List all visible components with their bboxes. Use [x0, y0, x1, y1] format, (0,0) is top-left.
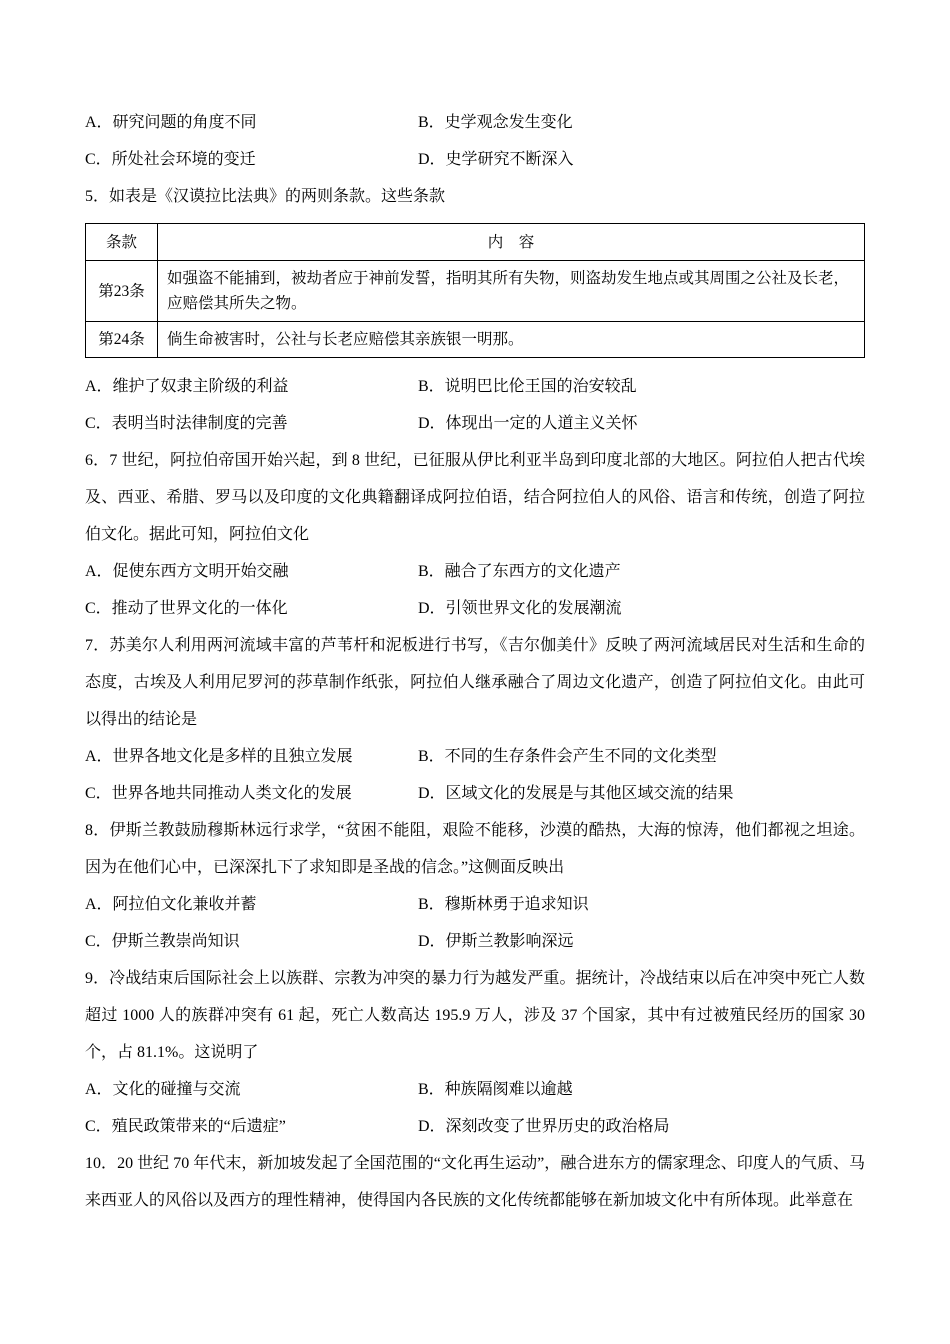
table-row: [86, 261, 865, 322]
option-a: A．文化的碰撞与交流: [85, 1081, 241, 1098]
option-c: C．伊斯兰教崇尚知识: [85, 933, 240, 950]
option-a: A．世界各地文化是多样的且独立发展: [85, 748, 353, 765]
option-row: [85, 1071, 865, 1108]
question-5: [85, 178, 865, 442]
table-row: [86, 322, 865, 358]
option-row: [85, 738, 865, 775]
option-row: [85, 368, 865, 405]
table-cell-clause: 第24条: [86, 322, 158, 358]
table-header-row: [86, 224, 865, 261]
option-a: A．维护了奴隶主阶级的利益: [85, 378, 289, 395]
option-row: [85, 104, 865, 141]
question-stem: 9．冷战结束后国际社会上以族群、宗教为冲突的暴力行为越发严重。据统计，冷战结束以后在冲突中死亡人数超过 1000 人的族群冲突有 61 起，死亡人数高达 195.9 万人，涉及 37 个国家，其中有过被殖民经历的国家 30 个，占 81.1%。这说明了: [85, 970, 865, 1061]
option-b: B．穆斯林勇于追求知识: [418, 896, 589, 913]
question-stem: 8．伊斯兰教鼓励穆斯林远行求学，“贫困不能阻，艰险不能移，沙漠的酷热，大海的惊涛，他们都视之坦途。因为在他们心中，已深深扎下了求知即是圣战的信念。”这侧面反映出: [85, 822, 865, 876]
option-c: C．世界各地共同推动人类文化的发展: [85, 785, 352, 802]
option-row: [85, 141, 865, 178]
question-stem: 6．7 世纪，阿拉伯帝国开始兴起，到 8 世纪，已征服从伊比利亚半岛到印度北部的大地区。阿拉伯人把古代埃及、西亚、希腊、罗马以及印度的文化典籍翻译成阿拉伯语，结合阿拉伯人的风俗、语言和传统，创造了阿拉伯文化。据此可知，阿拉伯文化: [85, 452, 865, 543]
option-c: C．推动了世界文化的一体化: [85, 600, 288, 617]
option-row: [85, 1108, 865, 1145]
option-b: B．融合了东西方的文化遗产: [418, 563, 621, 580]
option-row: [85, 886, 865, 923]
option-d: D．引领世界文化的发展潮流: [418, 600, 622, 617]
option-d: D．体现出一定的人道主义关怀: [418, 415, 638, 432]
table-cell-clause: 第23条: [86, 261, 158, 322]
option-b: B．史学观念发生变化: [418, 114, 573, 131]
option-c: C．所处社会环境的变迁: [85, 151, 256, 168]
table-header-clause: 条款: [86, 224, 158, 261]
option-a: A．促使东西方文明开始交融: [85, 563, 289, 580]
option-d: D．区域文化的发展是与其他区域交流的结果: [418, 785, 734, 802]
question-6: [85, 442, 865, 627]
question-stem: 7．苏美尔人利用两河流域丰富的芦苇杆和泥板进行书写，《吉尔伽美什》反映了两河流域居民对生活和生命的态度，古埃及人利用尼罗河的莎草制作纸张，阿拉伯人继承融合了周边文化遗产，创造了阿拉伯文化。由此可以得出的结论是: [85, 637, 865, 728]
question-7: [85, 627, 865, 812]
table-cell-content: 倘生命被害时，公社与长老应赔偿其亲族银一明那。: [158, 322, 865, 358]
option-b: B．种族隔阂难以逾越: [418, 1081, 573, 1098]
table-header-content: 内 容: [158, 224, 865, 261]
option-c: C．殖民政策带来的“后遗症”: [85, 1118, 286, 1135]
option-row: [85, 405, 865, 442]
option-b: B．不同的生存条件会产生不同的文化类型: [418, 748, 717, 765]
option-a: A．阿拉伯文化兼收并蓄: [85, 896, 257, 913]
option-row: [85, 553, 865, 590]
question-8: [85, 812, 865, 960]
table-cell-content: 如强盗不能捕到，被劫者应于神前发誓，指明其所有失物，则盗劫发生地点或其周围之公社及长老，应赔偿其所失之物。: [158, 261, 865, 322]
option-row: [85, 590, 865, 627]
question-4-options: [85, 104, 865, 178]
option-row: [85, 775, 865, 812]
question-stem: 5．如表是《汉谟拉比法典》的两则条款。这些条款: [85, 188, 446, 205]
hammurabi-code-table: [85, 223, 865, 358]
option-a: A．研究问题的角度不同: [85, 114, 257, 131]
question-stem: 10．20 世纪 70 年代末，新加坡发起了全国范围的“文化再生运动”，融合进东方的儒家理念、印度人的气质、马来西亚人的风俗以及西方的理性精神，使得国内各民族的文化传统都能够在新加坡文化中有所体现。此举意在: [85, 1155, 865, 1209]
option-row: [85, 923, 865, 960]
option-b: B．说明巴比伦王国的治安较乱: [418, 378, 637, 395]
question-9: [85, 960, 865, 1145]
option-c: C．表明当时法律制度的完善: [85, 415, 288, 432]
option-d: D．伊斯兰教影响深远: [418, 933, 574, 950]
option-d: D．深刻改变了世界历史的政治格局: [418, 1118, 670, 1135]
option-d: D．史学研究不断深入: [418, 151, 574, 168]
question-10: [85, 1145, 865, 1219]
